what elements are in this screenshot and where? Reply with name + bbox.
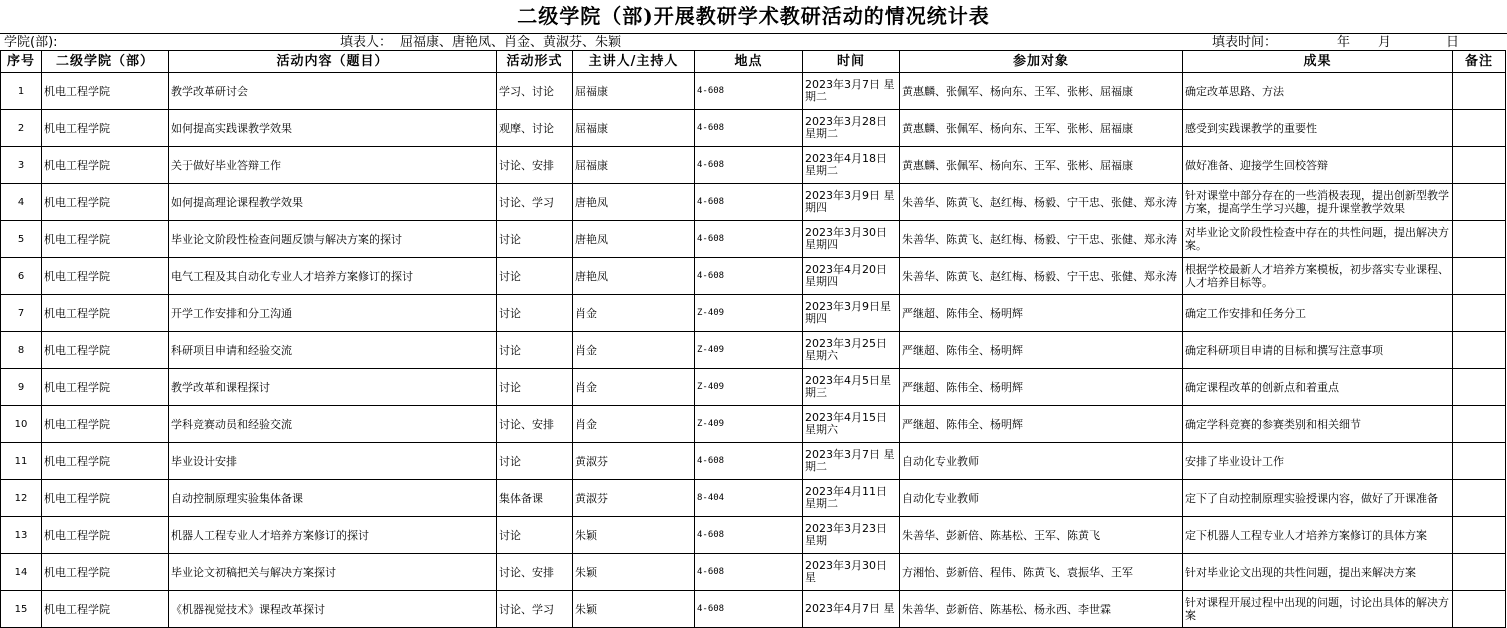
cell-place: 4-608	[695, 443, 803, 480]
cell-note	[1453, 443, 1506, 480]
cell-time: 2023年3月25日星期六	[803, 332, 900, 369]
cell-time: 2023年4月7日 星	[803, 591, 900, 628]
header-place: 地点	[695, 51, 803, 73]
cell-result: 确定课程改革的创新点和着重点	[1183, 369, 1453, 406]
cell-content: 如何提高实践课教学效果	[169, 110, 497, 147]
cell-college: 机电工程学院	[42, 369, 169, 406]
cell-no: 1	[1, 73, 42, 110]
cell-no: 6	[1, 258, 42, 295]
cell-college: 机电工程学院	[42, 517, 169, 554]
cell-form: 学习、讨论	[497, 73, 573, 110]
cell-host: 朱颖	[573, 517, 695, 554]
cell-form: 讨论	[497, 517, 573, 554]
cell-college: 机电工程学院	[42, 480, 169, 517]
cell-content: 关于做好毕业答辩工作	[169, 147, 497, 184]
stats-table	[0, 50, 1506, 628]
header-row	[1, 51, 1506, 73]
cell-no: 3	[1, 147, 42, 184]
cell-no: 7	[1, 295, 42, 332]
cell-host: 朱颖	[573, 591, 695, 628]
cell-no: 10	[1, 406, 42, 443]
cell-no: 14	[1, 554, 42, 591]
cell-no: 12	[1, 480, 42, 517]
cell-time: 2023年3月23日星期	[803, 517, 900, 554]
cell-participants: 方湘怡、彭新倍、程伟、陈黄飞、袁振华、王军	[900, 554, 1183, 591]
cell-participants: 自动化专业教师	[900, 480, 1183, 517]
cell-note	[1453, 591, 1506, 628]
cell-result: 感受到实践课教学的重要性	[1183, 110, 1453, 147]
cell-host: 黄淑芬	[573, 480, 695, 517]
cell-no: 5	[1, 221, 42, 258]
cell-content: 《机器视觉技术》课程改革探讨	[169, 591, 497, 628]
cell-college: 机电工程学院	[42, 184, 169, 221]
cell-time: 2023年4月18日 星期二	[803, 147, 900, 184]
cell-place: Z-409	[695, 369, 803, 406]
cell-time: 2023年3月7日 星期二	[803, 443, 900, 480]
cell-result: 确定改革思路、方法	[1183, 73, 1453, 110]
cell-college: 机电工程学院	[42, 295, 169, 332]
cell-no: 9	[1, 369, 42, 406]
cell-place: 4-608	[695, 73, 803, 110]
cell-place: 4-608	[695, 258, 803, 295]
filler-names: 屈福康、唐艳凤、肖金、黄淑芬、朱颖	[400, 35, 622, 50]
cell-time: 2023年3月7日 星期二	[803, 73, 900, 110]
cell-note	[1453, 295, 1506, 332]
cell-participants: 自动化专业教师	[900, 443, 1183, 480]
cell-college: 机电工程学院	[42, 110, 169, 147]
cell-content: 毕业设计安排	[169, 443, 497, 480]
cell-place: Z-409	[695, 332, 803, 369]
cell-note	[1453, 517, 1506, 554]
table-row	[1, 295, 1506, 332]
cell-host: 黄淑芬	[573, 443, 695, 480]
table-row	[1, 184, 1506, 221]
cell-host: 肖金	[573, 406, 695, 443]
cell-note	[1453, 406, 1506, 443]
cell-note	[1453, 332, 1506, 369]
cell-no: 15	[1, 591, 42, 628]
month-label: 月	[1378, 35, 1392, 50]
cell-no: 4	[1, 184, 42, 221]
cell-note	[1453, 184, 1506, 221]
year-label: 年	[1337, 35, 1351, 50]
cell-place: 4-608	[695, 517, 803, 554]
date-label: 填表时间：	[1212, 35, 1278, 50]
cell-participants: 黄惠麟、张佩军、杨向东、王军、张彬、屈福康	[900, 110, 1183, 147]
table-row	[1, 591, 1506, 628]
header-form: 活动形式	[497, 51, 573, 73]
table-row	[1, 147, 1506, 184]
cell-place: 4-608	[695, 147, 803, 184]
cell-result: 确定学科竞赛的参赛类别和相关细节	[1183, 406, 1453, 443]
cell-participants: 朱善华、彭新倍、陈基松、王军、陈黄飞	[900, 517, 1183, 554]
cell-participants: 严继超、陈伟全、杨明辉	[900, 369, 1183, 406]
cell-no: 8	[1, 332, 42, 369]
cell-participants: 朱善华、彭新倍、陈基松、杨永西、李世霖	[900, 591, 1183, 628]
cell-form: 讨论	[497, 443, 573, 480]
cell-host: 肖金	[573, 295, 695, 332]
header-no: 序号	[1, 51, 42, 73]
cell-place: 4-608	[695, 221, 803, 258]
table-row	[1, 406, 1506, 443]
table-row	[1, 332, 1506, 369]
cell-no: 13	[1, 517, 42, 554]
cell-form: 讨论	[497, 221, 573, 258]
cell-place: 4-608	[695, 110, 803, 147]
cell-host: 朱颖	[573, 554, 695, 591]
cell-result: 针对毕业论文出现的共性问题，提出来解决方案	[1183, 554, 1453, 591]
cell-content: 教学改革和课程探讨	[169, 369, 497, 406]
cell-no: 11	[1, 443, 42, 480]
cell-form: 讨论、安排	[497, 554, 573, 591]
cell-content: 学科竞赛动员和经验交流	[169, 406, 497, 443]
cell-place: Z-409	[695, 406, 803, 443]
cell-host: 肖金	[573, 332, 695, 369]
cell-no: 2	[1, 110, 42, 147]
college-label: 学院(部):	[4, 35, 58, 50]
cell-host: 屈福康	[573, 147, 695, 184]
cell-note	[1453, 258, 1506, 295]
cell-participants: 朱善华、陈黄飞、赵红梅、杨毅、宁干忠、张健、郑永涛	[900, 184, 1183, 221]
cell-time: 2023年4月11日 星期二	[803, 480, 900, 517]
cell-result: 根据学校最新人才培养方案模板，初步落实专业课程、人才培养目标等。	[1183, 258, 1453, 295]
table-row	[1, 73, 1506, 110]
cell-participants: 严继超、陈伟全、杨明辉	[900, 406, 1183, 443]
cell-host: 肖金	[573, 369, 695, 406]
table-row	[1, 258, 1506, 295]
cell-college: 机电工程学院	[42, 406, 169, 443]
cell-college: 机电工程学院	[42, 258, 169, 295]
header-note: 备注	[1453, 51, 1506, 73]
cell-place: Z-409	[695, 295, 803, 332]
cell-form: 讨论、安排	[497, 406, 573, 443]
cell-host: 唐艳凤	[573, 184, 695, 221]
cell-content: 如何提高理论课程教学效果	[169, 184, 497, 221]
cell-note	[1453, 554, 1506, 591]
cell-form: 讨论	[497, 369, 573, 406]
cell-participants: 严继超、陈伟全、杨明辉	[900, 295, 1183, 332]
cell-place: 4-608	[695, 591, 803, 628]
day-label: 日	[1446, 35, 1460, 50]
cell-form: 集体备课	[497, 480, 573, 517]
cell-time: 2023年3月9日星期四	[803, 295, 900, 332]
table-row	[1, 480, 1506, 517]
cell-note	[1453, 221, 1506, 258]
info-bar	[0, 33, 1507, 51]
cell-participants: 严继超、陈伟全、杨明辉	[900, 332, 1183, 369]
header-host: 主讲人/主持人	[573, 51, 695, 73]
cell-participants: 朱善华、陈黄飞、赵红梅、杨毅、宁干忠、张健、郑永涛	[900, 221, 1183, 258]
cell-result: 确定工作安排和任务分工	[1183, 295, 1453, 332]
cell-note	[1453, 110, 1506, 147]
cell-form: 讨论、学习	[497, 184, 573, 221]
table-row	[1, 369, 1506, 406]
cell-form: 讨论、安排	[497, 147, 573, 184]
cell-time: 2023年4月5日星期三	[803, 369, 900, 406]
cell-host: 屈福康	[573, 110, 695, 147]
cell-result: 定下机器人工程专业人才培养方案修订的具体方案	[1183, 517, 1453, 554]
cell-college: 机电工程学院	[42, 332, 169, 369]
cell-college: 机电工程学院	[42, 147, 169, 184]
cell-content: 科研项目申请和经验交流	[169, 332, 497, 369]
header-participants: 参加对象	[900, 51, 1183, 73]
cell-content: 自动控制原理实验集体备课	[169, 480, 497, 517]
cell-result: 做好准备、迎接学生回校答辩	[1183, 147, 1453, 184]
cell-content: 毕业论文初稿把关与解决方案探讨	[169, 554, 497, 591]
cell-college: 机电工程学院	[42, 221, 169, 258]
cell-college: 机电工程学院	[42, 73, 169, 110]
cell-participants: 黄惠麟、张佩军、杨向东、王军、张彬、屈福康	[900, 147, 1183, 184]
cell-content: 毕业论文阶段性检查问题反馈与解决方案的探讨	[169, 221, 497, 258]
cell-result: 确定科研项目申请的目标和撰写注意事项	[1183, 332, 1453, 369]
cell-content: 电气工程及其自动化专业人才培养方案修订的探讨	[169, 258, 497, 295]
cell-time: 2023年3月30日 星期四	[803, 221, 900, 258]
cell-time: 2023年4月15日星期六	[803, 406, 900, 443]
cell-result: 针对课程开展过程中出现的问题，讨论出具体的解决方案	[1183, 591, 1453, 628]
cell-time: 2023年3月30日 星	[803, 554, 900, 591]
page-title: 二级学院（部)开展教研学术教研活动的情况统计表	[517, 4, 990, 28]
cell-form: 讨论	[497, 295, 573, 332]
cell-participants: 朱善华、陈黄飞、赵红梅、杨毅、宁干忠、张健、郑永涛	[900, 258, 1183, 295]
cell-note	[1453, 73, 1506, 110]
cell-note	[1453, 369, 1506, 406]
cell-result: 定下了自动控制原理实验授课内容，做好了开课准备	[1183, 480, 1453, 517]
cell-host: 唐艳凤	[573, 221, 695, 258]
cell-host: 唐艳凤	[573, 258, 695, 295]
header-result: 成果	[1183, 51, 1453, 73]
cell-result: 安排了毕业设计工作	[1183, 443, 1453, 480]
table-row	[1, 517, 1506, 554]
cell-content: 机器人工程专业人才培养方案修订的探讨	[169, 517, 497, 554]
filler-label: 填表人：	[340, 35, 393, 50]
table-row	[1, 110, 1506, 147]
cell-participants: 黄惠麟、张佩军、杨向东、王军、张彬、屈福康	[900, 73, 1183, 110]
cell-result: 针对课堂中部分存在的一些消极表现，提出创新型教学方案，提高学生学习兴趣，提升课堂教学效果	[1183, 184, 1453, 221]
table-row	[1, 443, 1506, 480]
cell-time: 2023年3月28日 星期二	[803, 110, 900, 147]
cell-place: 4-608	[695, 554, 803, 591]
header-content: 活动内容（题目）	[169, 51, 497, 73]
cell-result: 对毕业论文阶段性检查中存在的共性问题，提出解决方案。	[1183, 221, 1453, 258]
table-row	[1, 221, 1506, 258]
header-college: 二级学院（部）	[42, 51, 169, 73]
cell-place: 8-404	[695, 480, 803, 517]
cell-college: 机电工程学院	[42, 443, 169, 480]
cell-form: 讨论	[497, 258, 573, 295]
cell-form: 讨论	[497, 332, 573, 369]
cell-college: 机电工程学院	[42, 591, 169, 628]
cell-time: 2023年3月9日 星期四	[803, 184, 900, 221]
cell-host: 屈福康	[573, 73, 695, 110]
cell-note	[1453, 480, 1506, 517]
cell-content: 教学改革研讨会	[169, 73, 497, 110]
cell-time: 2023年4月20日 星期四	[803, 258, 900, 295]
table-row	[1, 554, 1506, 591]
cell-college: 机电工程学院	[42, 554, 169, 591]
cell-place: 4-608	[695, 184, 803, 221]
cell-form: 讨论、学习	[497, 591, 573, 628]
header-time: 时间	[803, 51, 900, 73]
cell-note	[1453, 147, 1506, 184]
cell-content: 开学工作安排和分工沟通	[169, 295, 497, 332]
cell-form: 观摩、讨论	[497, 110, 573, 147]
